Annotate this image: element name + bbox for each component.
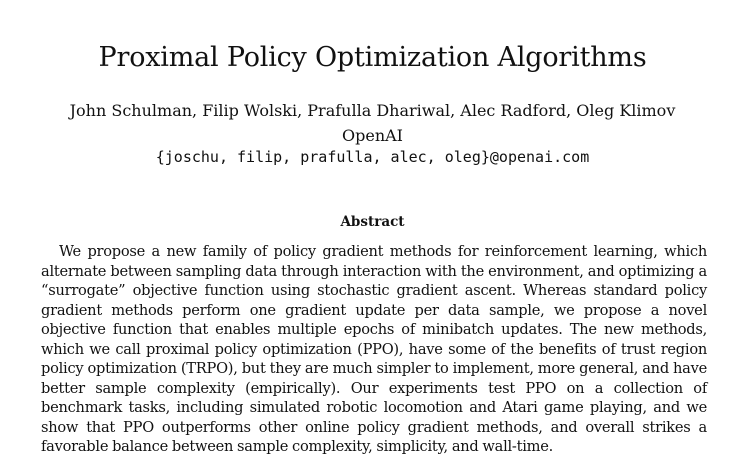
- affiliation: OpenAI: [341, 126, 403, 145]
- abstract-heading: Abstract: [340, 214, 405, 230]
- author-emails: {joschu, filip, prafulla, alec, oleg}@openai.com: [155, 148, 590, 166]
- paper-title: Proximal Policy Optimization Algorithms: [98, 42, 647, 73]
- author-list: John Schulman, Filip Wolski, Prafulla Dhariwal, Alec Radford, Oleg Klimov: [69, 101, 676, 120]
- abstract-text: We propose a new family of policy gradient methods for reinforcement learning, which alternate between sampling data through interaction with the environment, and optimizing a “surrogate” objective function using stochastic gradient ascent. Whereas standard policy gradient methods perform one gradient update per data sample, we propose a novel objective function that enables multiple epochs of minibatch updates. The new methods, which we call proximal policy optimization (PPO), have some of the benefits of trust region policy optimization (TRPO), but they are much simpler to implement, more general, and have better sample complexity (empirically). Our experiments test PPO on a collection of benchmark tasks, including simulated robotic locomotion and Atari game playing, and we show that PPO outperforms other online policy gradient methods, and overall strikes a favorable balance between sample complexity, simplicity, and wall-time.: [41, 243, 707, 455]
